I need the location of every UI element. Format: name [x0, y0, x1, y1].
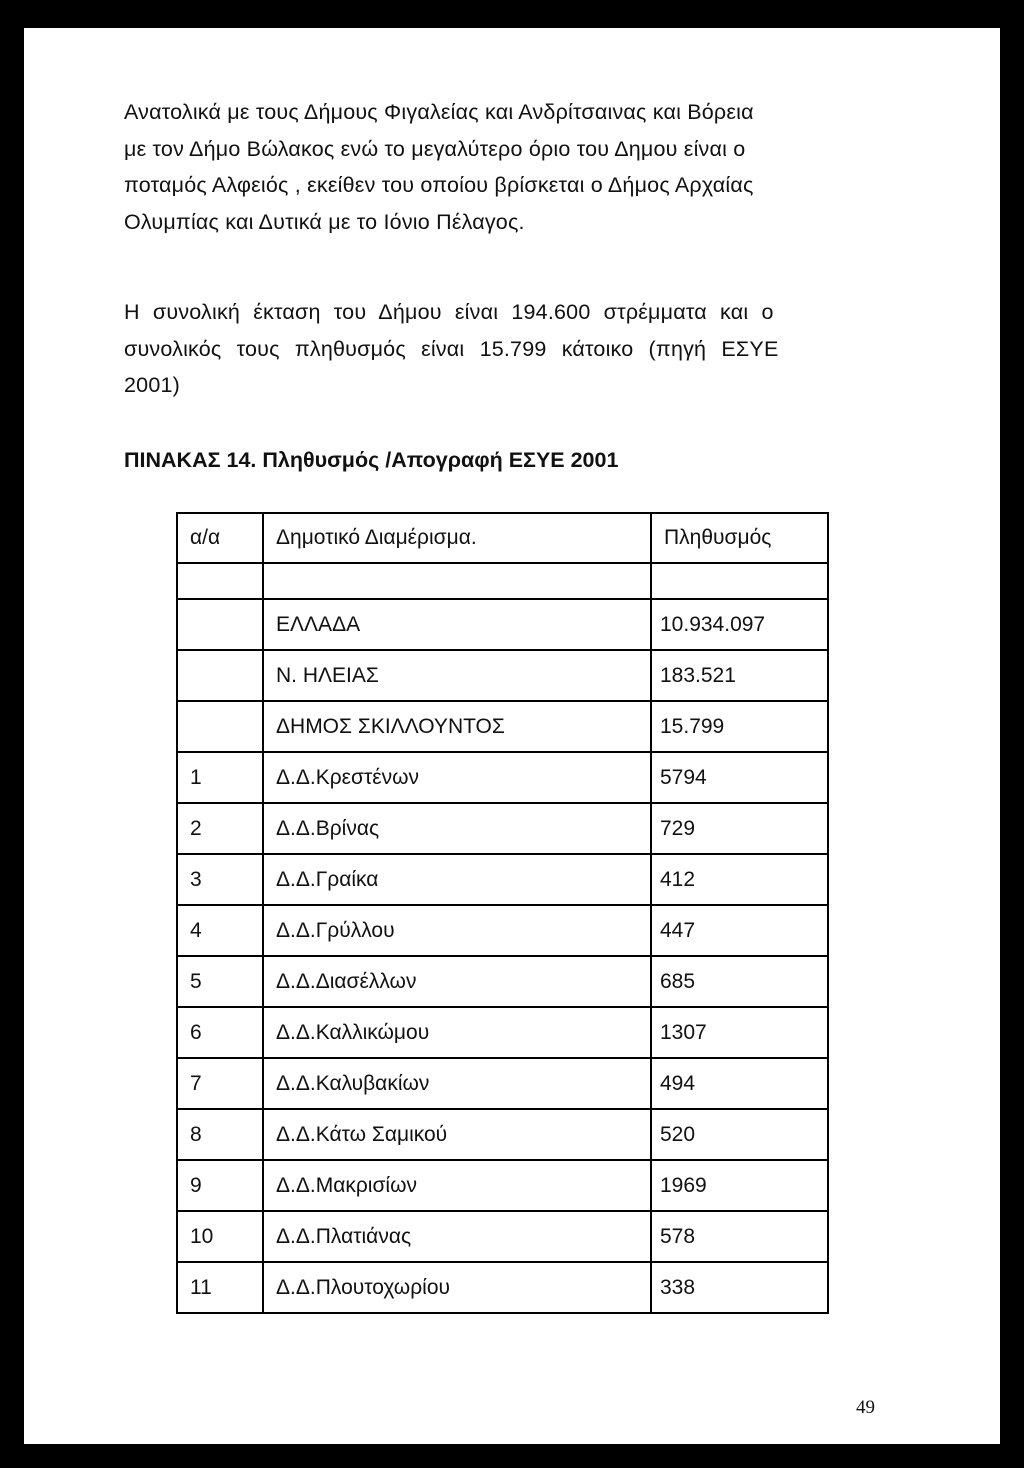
table-row [177, 1160, 828, 1211]
row-index [177, 650, 263, 701]
row-population: 685 [651, 956, 828, 1007]
row-population: 338 [651, 1262, 828, 1313]
row-population: 412 [651, 854, 828, 905]
row-index: 10 [177, 1211, 263, 1262]
row-population: 5794 [651, 752, 828, 803]
intro-paragraph [124, 94, 754, 240]
row-index [177, 701, 263, 752]
population-table [176, 512, 829, 1314]
row-population: 494 [651, 1058, 828, 1109]
row-index: 11 [177, 1262, 263, 1313]
header-index: α/α [177, 513, 263, 563]
row-district: ΔΗΜΟΣ ΣΚΙΛΛΟΥΝΤΟΣ [263, 701, 651, 752]
table-row [177, 803, 828, 854]
document-page [24, 28, 1000, 1444]
table-row [177, 752, 828, 803]
table-spacer-row [177, 563, 828, 599]
row-population: 520 [651, 1109, 828, 1160]
row-district: Δ.Δ.Κρεστένων [263, 752, 651, 803]
row-district: Δ.Δ.Διασέλλων [263, 956, 651, 1007]
row-population: 10.934.097 [651, 599, 828, 650]
row-district: Δ.Δ.Γρύλλου [263, 905, 651, 956]
row-district: Δ.Δ.Καλυβακίων [263, 1058, 651, 1109]
header-population: Πληθυσμός [651, 513, 828, 563]
row-index: 7 [177, 1058, 263, 1109]
row-district: ΕΛΛΑΔΑ [263, 599, 651, 650]
table-title: ΠΙΝΑΚΑΣ 14. Πληθυσμός /Απογραφή ΕΣΥΕ 2001 [124, 448, 619, 472]
row-district: Δ.Δ.Βρίνας [263, 803, 651, 854]
row-population: 183.521 [651, 650, 828, 701]
table-row [177, 599, 828, 650]
paragraph-line: ποταμός Αλφειός , εκείθεν του οποίου βρίσκεται ο Δήμος Αρχαίας [124, 173, 754, 198]
row-population: 1307 [651, 1007, 828, 1058]
row-district: Δ.Δ.Πλατιάνας [263, 1211, 651, 1262]
table-row [177, 1109, 828, 1160]
row-index: 2 [177, 803, 263, 854]
row-index: 6 [177, 1007, 263, 1058]
table-row [177, 701, 828, 752]
table-header-row [177, 513, 828, 563]
table-row [177, 956, 828, 1007]
row-district: Δ.Δ.Καλλικώμου [263, 1007, 651, 1058]
table-row [177, 1262, 828, 1313]
row-index [177, 599, 263, 650]
row-population: 447 [651, 905, 828, 956]
area-population-paragraph [124, 294, 779, 404]
paragraph-line: συνολικός τους πληθυσμός είναι 15.799 κάτοικο (πηγή ΕΣΥΕ [124, 336, 779, 361]
row-index: 1 [177, 752, 263, 803]
row-index: 4 [177, 905, 263, 956]
row-population: 15.799 [651, 701, 828, 752]
paragraph-line: με τον Δήμο Βώλακος ενώ το μεγαλύτερο όριο του Δημου είναι ο [124, 136, 746, 161]
header-district: Δημοτικό Διαμέρισμα. [263, 513, 651, 563]
table-row [177, 650, 828, 701]
row-district: Δ.Δ.Κάτω Σαμικού [263, 1109, 651, 1160]
row-population: 1969 [651, 1160, 828, 1211]
table-row [177, 1007, 828, 1058]
row-index: 9 [177, 1160, 263, 1211]
row-index: 8 [177, 1109, 263, 1160]
table-row [177, 1058, 828, 1109]
row-population: 729 [651, 803, 828, 854]
row-district: Δ.Δ.Γραίκα [263, 854, 651, 905]
row-population: 578 [651, 1211, 828, 1262]
row-district: Ν. ΗΛΕΙΑΣ [263, 650, 651, 701]
paragraph-line: Ολυμπίας και Δυτικά με το Ιόνιο Πέλαγος. [124, 209, 525, 234]
page-number: 49 [856, 1397, 875, 1418]
row-index: 3 [177, 854, 263, 905]
table-row [177, 1211, 828, 1262]
row-district: Δ.Δ.Μακρισίων [263, 1160, 651, 1211]
row-district: Δ.Δ.Πλουτοχωρίου [263, 1262, 651, 1313]
paragraph-line: 2001) [124, 373, 180, 398]
paragraph-line: Η συνολική έκταση του Δήμου είναι 194.600 στρέμματα και ο [124, 300, 774, 324]
table-row [177, 854, 828, 905]
paragraph-line: Ανατολικά με τους Δήμους Φιγαλείας και Ανδρίτσαινας και Βόρεια [124, 100, 754, 124]
row-index: 5 [177, 956, 263, 1007]
table-row [177, 905, 828, 956]
